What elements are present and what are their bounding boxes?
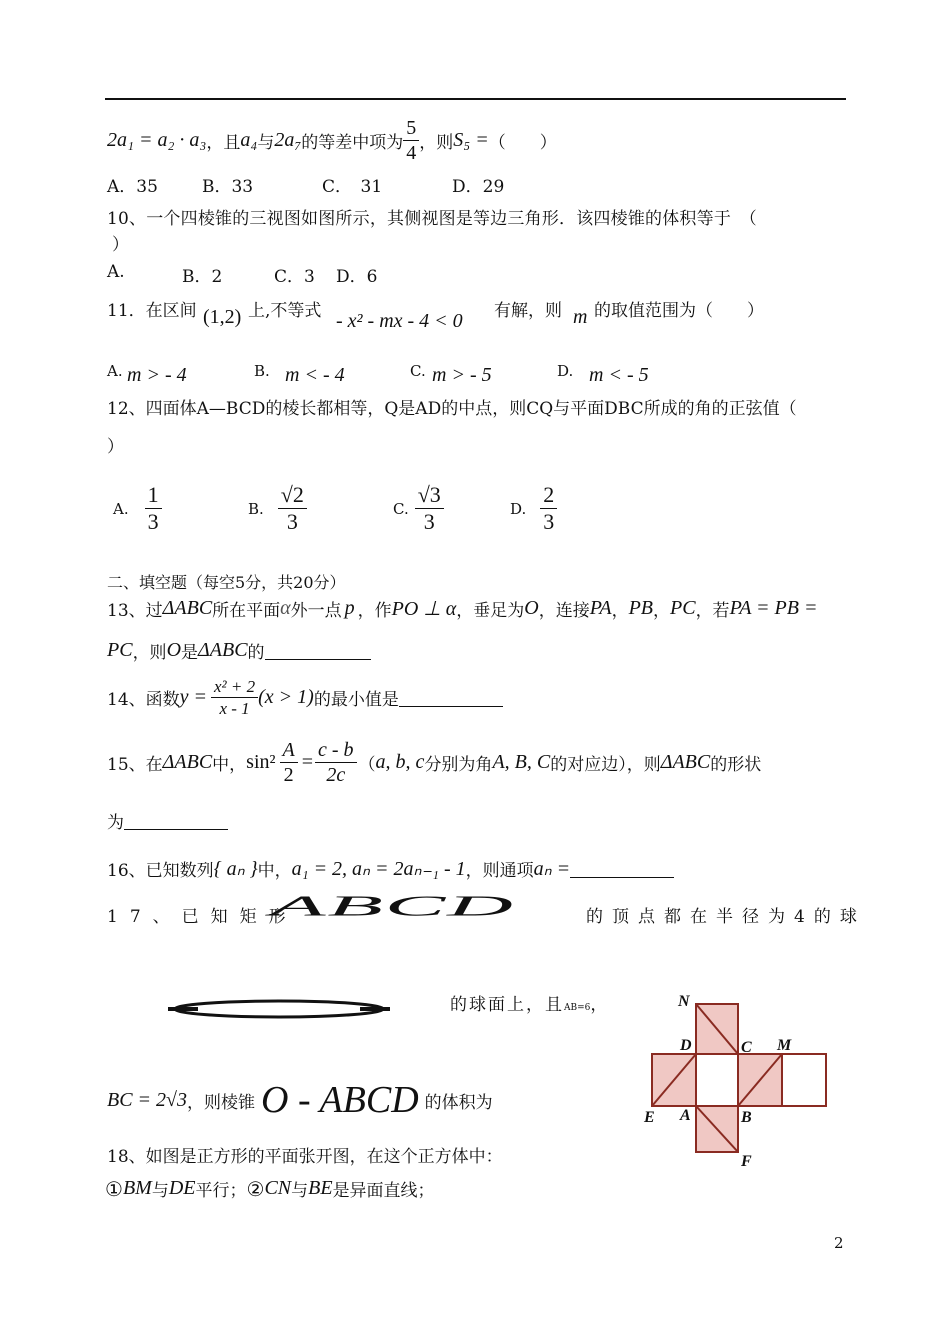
q13-line2-b: 是 [181,643,199,663]
q13-text-c: 外一点 [290,601,342,621]
q12-option-c-frac [415,484,444,533]
q11-line [107,296,197,321]
q10-option-d: D．6 [336,267,378,287]
q18-be: BE [308,1177,333,1199]
q13-pc2: PC [107,639,133,661]
q18-with-1: 与 [151,1181,169,1201]
q16-tail: ，则通项 [465,861,534,881]
q10-option-b: B．2 [182,267,223,287]
q15-triangle2: ΔABC [660,751,711,773]
q13-line2 [107,638,371,663]
q12-b-den: 3 [286,509,298,534]
q9-frac-den: 4 [406,142,417,164]
q13-perp: PO ⊥ α [391,598,457,620]
q13-o2: O [166,639,182,661]
q17-tail: 的体积为 [424,1092,493,1113]
q14-cond: (x > 1) [258,686,314,708]
q9-frac-num: 5 [403,118,419,141]
q15-paren-c: 的对应边），则 [550,755,661,775]
q17-line3 [107,1078,493,1122]
q9-text: 的等差中项为 [301,133,404,153]
q13-text-f: ，连接 [538,601,590,621]
q15-line2-text: 为 [107,813,124,833]
net-square-right2 [782,1054,826,1106]
q13-triangle: ΔABC [162,597,213,619]
q18-with-2: 与 [291,1181,309,1201]
q15-tail: 的形状 [710,755,762,775]
label-F: F [741,1153,752,1170]
q9-paren: （ ） [488,133,557,153]
q15-paren-b: 分别为角 [424,755,493,775]
q11-option-b-letter: B. [254,362,270,380]
q15-line2 [107,808,228,833]
q12-option-c [393,484,444,533]
q15-sin: sin² [246,751,276,773]
cube-net-figure [640,990,840,1170]
q18-circle-2: ② [246,1176,265,1201]
q17-line2-text: 的球面上，且 [450,995,564,1015]
q16-lead: 16、已知数列 [107,861,214,881]
q12-option-a-letter: A. [113,499,129,518]
q9-cond: ，且 [206,133,241,153]
q14-y: y = [179,686,208,708]
section-heading: 二、填空题（每空5分，共20分） [107,573,346,592]
q9-option-d: D．29 [452,177,505,197]
q18-text: 18、如图是正方形的平面张开图，在这个正方体中： [107,1147,503,1167]
q15-eq: = [301,751,313,773]
q17-comma: ， [590,995,608,1015]
q18-skew: 是异面直线； [332,1181,435,1201]
q13-pc: PC [670,597,696,619]
q11-option-d-expr: m < - 5 [589,364,649,386]
q14-line [107,678,503,717]
q15-abc: a, b, c [375,751,425,773]
q15-r-num: c - b [315,740,357,763]
q13-alpha: α [280,597,291,619]
q17-lead: 17、已知矩形 [107,907,298,927]
q11-option-a-expr: m > - 4 [127,364,187,386]
q15-paren-a: （ [358,755,376,775]
q17-mid: ，则棱锥 [187,1092,256,1113]
q13-line2-a: ，则 [132,643,167,663]
q9-fraction [403,118,419,163]
q11-option-d-letter: D. [557,362,574,380]
label-C: C [741,1039,752,1056]
q12-d-num: 2 [540,484,557,509]
q14-fraction [211,678,258,717]
q10-option-a: A. [107,262,125,282]
q11-interval: (1,2) [203,306,242,328]
q9-option-a: A．35 [107,177,158,197]
q11-num: 11．在区间 [107,301,197,321]
q9-lead: 2a₁ = a₂ · a₃ [107,129,207,151]
q12-option-d-letter: D. [510,499,527,518]
q16-mid: 中， [257,861,292,881]
q12-a-num: 1 [145,484,162,509]
q12-option-b-letter: B. [248,499,264,518]
q18-bm: BM [122,1177,152,1199]
q13-text-a: 13、过 [107,601,163,621]
q14-tail: 的最小值是 [313,690,399,710]
q15-triangle: ΔABC [162,751,213,773]
q13-line2-c: 的 [247,643,265,663]
q12-close: ） [107,437,124,457]
q13-triangle2: ΔABC [198,639,248,661]
q14-answer-blank[interactable] [399,688,503,707]
q12-option-a-frac [145,484,162,533]
q11-inequality: - x² - mx - 4 < 0 [336,310,463,332]
q16-line [107,856,674,881]
cube-net-svg [640,990,840,1170]
q18-circle-1: ① [105,1176,123,1201]
q12-text: 12、四面体A—BCD的棱长都相等，Q是AD的中点，则CQ与平面DBC所成的角的正弦值（ [107,399,797,419]
q13-text-e: ，垂足为 [456,601,525,621]
q9-option-b: B．33 [202,177,254,197]
q13-o: O [524,597,539,619]
header-rule [105,98,846,100]
q18-items [105,1176,435,1201]
q17-line1-tail: 的顶点都在半径为4的球 [586,907,866,927]
q17-line2 [450,990,607,1015]
q14-lead: 14、函数 [107,690,180,710]
q13-answer-blank[interactable] [265,641,371,660]
q13-p: p [344,597,355,619]
q17-ab: AB=6 [564,1002,591,1013]
q14-den: x - 1 [219,699,250,718]
q13-pa: PA [589,597,612,619]
q13-line1 [107,596,817,621]
q10-close: ） [112,235,129,255]
q11-option-b-expr: m < - 4 [285,364,345,386]
ellipse-svg [168,998,390,1020]
q15-frac-r [315,740,357,785]
q11-option-a-letter: A. [107,362,123,380]
q12-c-num: √3 [415,484,444,509]
q15-a-den: 2 [283,764,294,786]
q12-b-num: √2 [278,484,307,509]
page-number: 2 [834,1234,844,1252]
q17-ellipse-artifact [168,998,390,1020]
q13-equality: PA = PB = [729,597,818,619]
q11-tail: 的取值范围为（ ） [594,301,764,321]
q17-bc: BC = 2√3 [107,1088,188,1111]
q15-line [107,740,761,785]
q11-has: 有解，则 [494,301,562,321]
q18-parallel: 平行； [195,1181,247,1201]
q16-seq: { aₙ } [213,858,258,880]
q9-with: 与 [257,133,275,153]
net-square-center [696,1054,738,1106]
q13-pb: PB [628,597,653,619]
q9-option-c: C． 31 [322,177,383,197]
label-N: N [678,993,690,1010]
q11-option-c-letter: C. [410,362,426,380]
q14-num: x² + 2 [211,678,258,698]
q10-option-c: C．3 [274,267,315,287]
q17-big-abcd: ABCD [270,890,515,922]
q15-mid: 中， [212,755,247,775]
q12-d-den: 3 [543,509,555,534]
q9-a4: a₄ [240,129,258,151]
label-M: M [777,1037,792,1054]
q9-then: ，则 [419,133,454,153]
q15-frac-a [280,740,298,785]
label-D: D [680,1037,692,1054]
q12-option-b [248,484,307,533]
q12-option-a [113,484,162,533]
q15-answer-blank[interactable] [124,811,228,830]
q13-text-d: ，作 [357,601,392,621]
q13-comma1: ， [611,601,629,621]
q15-r-den: 2c [326,764,346,786]
q15-angles: A, B, C [492,751,551,773]
q9-2a7: 2a₇ [274,129,302,151]
q13-if: ，若 [695,601,730,621]
q12-a-den: 3 [147,509,159,534]
q15-lead: 15、在 [107,755,163,775]
q12-option-d-frac [540,484,557,533]
q12-option-b-frac [278,484,307,533]
q11-option-c-expr: m > - 5 [432,364,492,386]
q10-text: 10、一个四棱锥的三视图如图所示，其侧视图是等边三角形．该四棱锥的体积等于 （ [107,209,757,229]
q15-a-num: A [280,740,298,763]
q9-line [107,118,557,163]
label-B: B [741,1109,752,1126]
q17-pyramid: O - ABCD [261,1079,419,1121]
q13-text-b: 所在平面 [212,601,281,621]
q12-option-d [510,484,557,533]
q18-cn: CN [264,1177,292,1199]
q16-an: aₙ = [533,858,571,880]
q9-s5: S₅ = [453,129,489,151]
q12-option-c-letter: C. [393,499,409,518]
q11-m: m [573,306,588,328]
label-A: A [680,1107,691,1124]
label-E: E [644,1109,655,1126]
q13-comma2: ， [653,601,670,621]
q12-c-den: 3 [423,509,435,534]
q11-mid: 上,不等式 [248,301,322,321]
q18-de: DE [168,1177,196,1199]
q16-def: a₁ = 2, aₙ = 2aₙ₋₁ - 1 [291,858,466,880]
q16-answer-blank[interactable] [570,859,674,878]
